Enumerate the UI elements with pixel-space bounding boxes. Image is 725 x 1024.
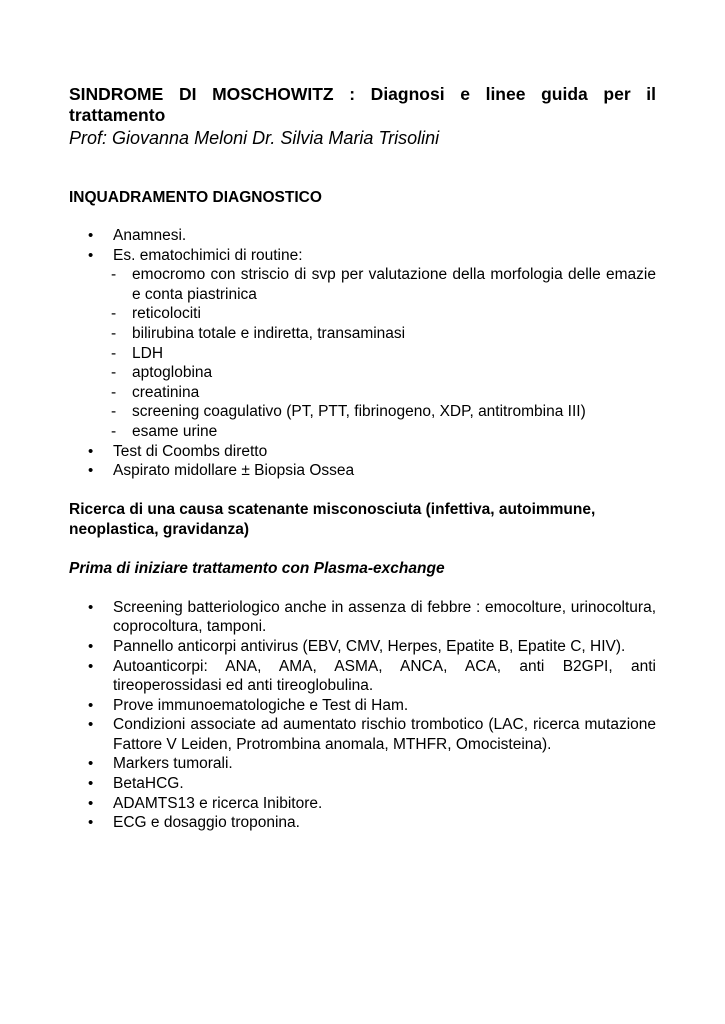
- sublist-item: [111, 383, 656, 403]
- routine-tests-sublist: [111, 265, 656, 441]
- bullet-mark: •: [88, 246, 94, 264]
- list-item: [69, 246, 656, 442]
- bullet-mark: •: [88, 657, 94, 675]
- sublist-item: [111, 422, 656, 442]
- bullet-mark: •: [88, 775, 94, 793]
- bullet-mark: •: [88, 814, 94, 832]
- list-item-text: Es. ematochimici di routine:: [113, 246, 303, 264]
- list-item: [69, 598, 656, 637]
- sublist-item-text: LDH: [132, 344, 164, 362]
- section-heading-plasma-exchange: Prima di iniziare trattamento con Plasma-exchange: [69, 559, 445, 577]
- sublist-item-text: aptoglobina: [132, 364, 213, 382]
- list-item-text: Aspirato midollare ± Biopsia Ossea: [113, 462, 355, 480]
- bullet-mark: •: [88, 442, 94, 460]
- list-item-text: ECG e dosaggio troponina.: [113, 814, 300, 832]
- dash-mark: -: [111, 305, 117, 323]
- document-page: [69, 84, 656, 833]
- list-item-text: Prove immunoematologiche e Test di Ham.: [113, 696, 409, 714]
- dash-mark: -: [111, 403, 117, 421]
- diagnostic-list: [69, 226, 656, 481]
- list-item: [69, 774, 656, 794]
- sublist-item-text: bilirubina totale e indiretta, transaminasi: [132, 324, 406, 342]
- bullet-mark: •: [88, 716, 94, 734]
- bullet-mark: •: [88, 755, 94, 773]
- list-item-text: Test di Coombs diretto: [113, 442, 268, 460]
- section-heading-cause: Ricerca di una causa scatenante misconosciuta (infettiva, autoimmune, neoplastica, gravidanza): [69, 500, 596, 538]
- list-item-text: Autoanticorpi: ANA, AMA, ASMA, ANCA, ACA, anti B2GPI, anti tireoperossidasi ed anti tireoglobulina.: [113, 657, 656, 695]
- bullet-mark: •: [88, 227, 94, 244]
- list-item: [69, 637, 656, 657]
- sublist-wrap: [111, 265, 656, 441]
- sublist-item: [111, 344, 656, 364]
- sublist-item-text: emocromo con striscio di svp per valutazione della morfologia delle emazie e conta piastrinica: [132, 266, 656, 303]
- bullet-mark: •: [88, 598, 94, 616]
- list-item: [69, 794, 656, 814]
- dash-mark: -: [111, 344, 117, 362]
- sublist-item: [111, 402, 656, 422]
- list-item-text: Screening batteriologico anche in assenza di febbre : emocolture, urinocoltura, coprocoltura, tamponi.: [113, 598, 656, 636]
- sublist-item-text: reticolociti: [132, 305, 201, 323]
- document-title: SINDROME DI MOSCHOWITZ : Diagnosi e linee guida per il trattamento: [69, 84, 656, 125]
- list-item-text: Condizioni associate ad aumentato rischio trombotico (LAC, ricerca mutazione Fattore V Leiden, Protrombina anomala, MTHFR, Omocisteina).: [113, 716, 656, 753]
- list-item: [69, 813, 656, 833]
- bullet-mark: •: [88, 462, 94, 480]
- list-item-text: Pannello anticorpi antivirus (EBV, CMV, Herpes, Epatite B, Epatite C, HIV).: [113, 637, 626, 655]
- list-item-text: ADAMTS13 e ricerca Inibitore.: [113, 794, 323, 812]
- list-item: [69, 715, 656, 754]
- list-item-text: Markers tumorali.: [113, 755, 233, 773]
- sublist-item-text: screening coagulativo (PT, PTT, fibrinogeno, XDP, antitrombina III): [132, 403, 586, 421]
- sublist-item: [111, 265, 656, 304]
- list-item: [69, 226, 656, 246]
- list-item-text: Anamnesi.: [113, 227, 187, 244]
- dash-mark: -: [111, 266, 117, 284]
- sublist-item-text: creatinina: [132, 383, 200, 401]
- list-item: [69, 461, 656, 481]
- list-item: [69, 442, 656, 462]
- bullet-mark: •: [88, 696, 94, 714]
- sublist-item: [111, 324, 656, 344]
- list-item: [69, 657, 656, 696]
- bullet-mark: •: [88, 794, 94, 812]
- dash-mark: -: [111, 383, 117, 401]
- section-heading-diagnostic: INQUADRAMENTO DIAGNOSTICO: [69, 189, 322, 206]
- bullet-mark: •: [88, 637, 94, 655]
- sublist-item: [111, 304, 656, 324]
- dash-mark: -: [111, 422, 117, 440]
- list-item: [69, 696, 656, 716]
- dash-mark: -: [111, 324, 117, 342]
- dash-mark: -: [111, 364, 117, 382]
- pre-treatment-list: [69, 598, 656, 833]
- list-item-text: BetaHCG.: [113, 775, 184, 793]
- document-authors: Prof: Giovanna Meloni Dr. Silvia Maria Trisolini: [69, 128, 440, 148]
- sublist-item-text: esame urine: [132, 422, 218, 440]
- list-item: [69, 754, 656, 774]
- sublist-item: [111, 363, 656, 383]
